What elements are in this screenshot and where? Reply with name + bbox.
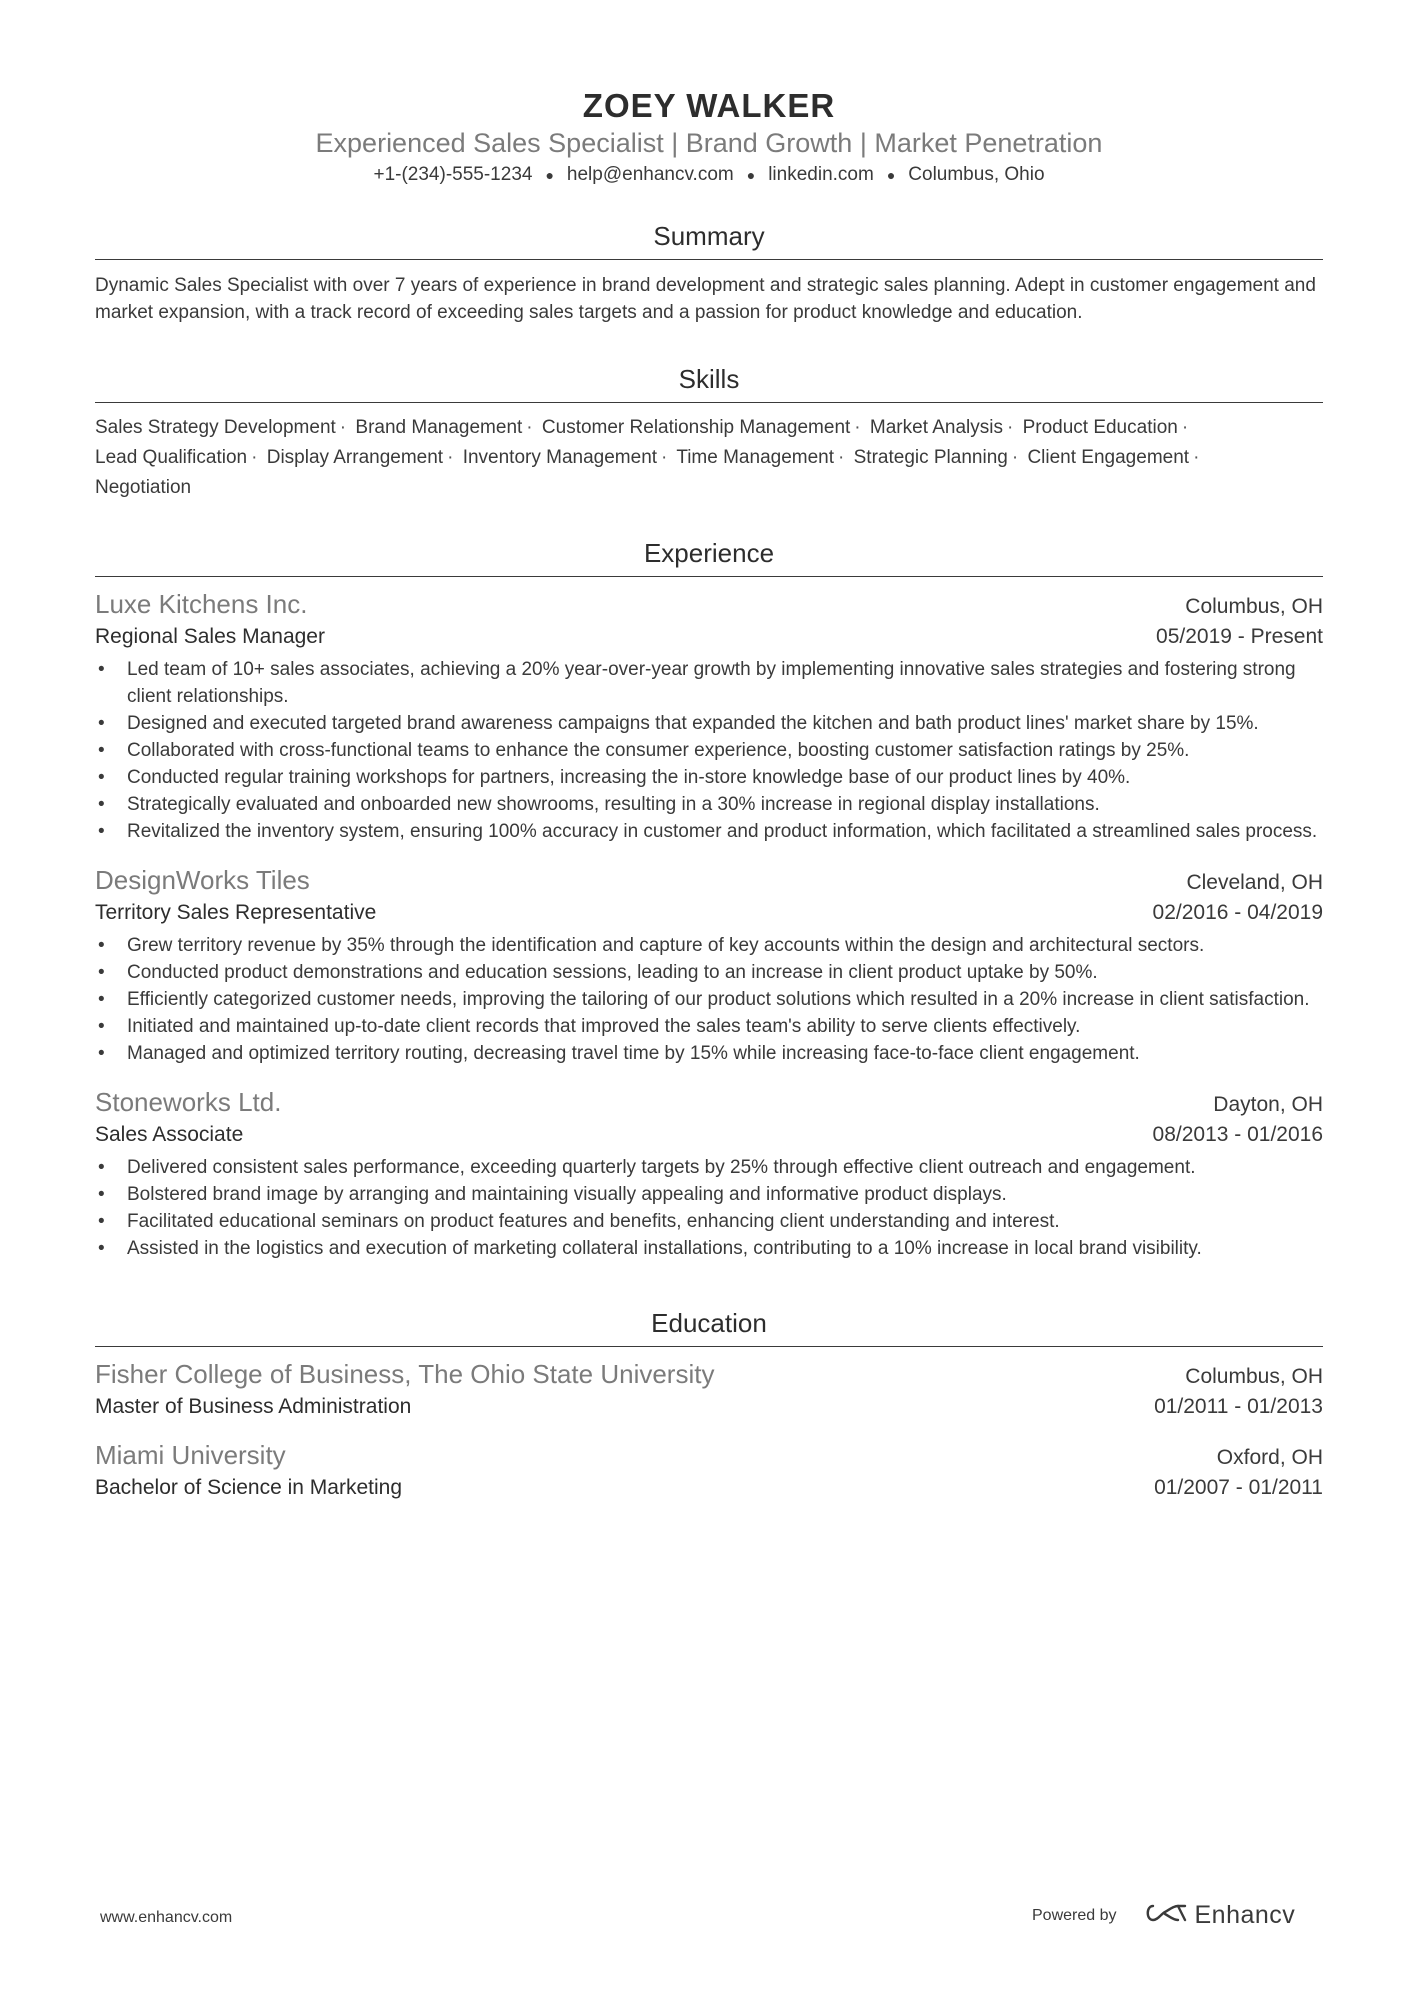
bullet-item: • Led team of 10+ sales associates, achieving a 20% year-over-year growth by implementing innovative sales strategies and fostering strong client relationships.	[95, 656, 1323, 710]
experience-title: Experience	[643, 538, 775, 569]
skills-list: Sales Strategy Development · Brand Management · Customer Relationship Management · Market Analysis · Product Education · Lead Qualification · Display Arrangement · Inventory Management · Time Management · Strategic Planning · Client Engagement · Negotiation	[95, 417, 1200, 499]
skill-item: Brand Management	[355, 417, 523, 439]
bullet-item: • Facilitated educational seminars on product features and benefits, enhancing client understanding and interest.	[95, 1208, 1323, 1235]
job-entry	[95, 863, 1323, 1067]
school-name: Miami University	[95, 1440, 286, 1471]
skill-item: Client Engagement	[1027, 447, 1190, 469]
experience-section	[95, 536, 1323, 1262]
section-divider	[95, 1346, 1323, 1347]
bullet-item: • Initiated and maintained up-to-date client records that improved the sales team's ability to serve clients effectively.	[95, 1013, 1323, 1040]
education-entry	[95, 1438, 1323, 1503]
job-entry	[95, 1085, 1323, 1262]
summary-section	[95, 219, 1323, 326]
degree-name: Bachelor of Science in Marketing	[95, 1476, 402, 1500]
skill-item: Market Analysis	[869, 417, 1003, 439]
skills-title: Skills	[678, 364, 740, 395]
section-divider	[95, 576, 1323, 577]
skill-item: Sales Strategy Development	[95, 417, 336, 439]
education-dates: 01/2007 - 01/2011	[1154, 1476, 1323, 1500]
job-bullets	[95, 932, 1323, 1067]
contact-location: Columbus, Ohio	[908, 164, 1045, 186]
separator-dot: ●	[886, 167, 896, 183]
skill-item: Strategic Planning	[853, 447, 1008, 469]
contact-linkedin[interactable]: linkedin.com	[768, 164, 874, 186]
company-name: Luxe Kitchens Inc.	[95, 589, 308, 620]
job-location: Cleveland, OH	[1186, 871, 1323, 895]
separator-dot: ●	[545, 167, 554, 183]
skill-item: Time Management	[676, 447, 835, 469]
job-dates: 08/2013 - 01/2016	[1152, 1123, 1323, 1147]
education-section	[95, 1306, 1323, 1503]
bullet-item: • Conducted regular training workshops for partners, increasing the in-store knowledge base of our product lines by 40%.	[95, 764, 1323, 791]
skills-section	[95, 362, 1323, 503]
powered-by-label: Powered by	[1032, 1906, 1117, 1924]
bullet-item: • Grew territory revenue by 35% through the identification and capture of key accounts within the design and architectural sectors.	[95, 932, 1323, 959]
section-divider	[95, 259, 1323, 260]
job-location: Dayton, OH	[1213, 1093, 1323, 1117]
resume-page	[95, 0, 1323, 1503]
bullet-item: • Revitalized the inventory system, ensuring 100% accuracy in customer and product information, which facilitated a streamlined sales process.	[95, 818, 1323, 845]
bullet-item: • Strategically evaluated and onboarded new showrooms, resulting in a 30% increase in regional display installations.	[95, 791, 1323, 818]
contact-phone[interactable]: +1-(234)-555-1234	[373, 164, 533, 186]
enhancv-logo-icon	[1143, 1900, 1189, 1931]
school-location: Columbus, OH	[1185, 1365, 1323, 1389]
footer-website[interactable]: www.enhancv.com	[100, 1909, 233, 1926]
job-dates: 05/2019 - Present	[1156, 625, 1323, 649]
skill-item: Negotiation	[95, 477, 192, 499]
job-role: Sales Associate	[95, 1123, 244, 1147]
brand-name: Enhancv	[1194, 1901, 1296, 1929]
bullet-item: • Assisted in the logistics and execution of marketing collateral installations, contributing to a 10% increase in local brand visibility.	[95, 1235, 1323, 1262]
skill-item: Inventory Management	[462, 447, 658, 469]
job-dates: 02/2016 - 04/2019	[1152, 901, 1323, 925]
skill-item: Lead Qualification	[95, 447, 248, 469]
skill-item: Product Education	[1022, 417, 1178, 439]
candidate-headline: Experienced Sales Specialist | Brand Growth | Market Penetration	[315, 128, 1103, 158]
bullet-item: • Collaborated with cross-functional teams to enhance the consumer experience, boosting customer satisfaction ratings by 25%.	[95, 737, 1323, 764]
degree-name: Master of Business Administration	[95, 1395, 412, 1419]
education-entry	[95, 1357, 1323, 1422]
contact-email[interactable]: help@enhancv.com	[566, 164, 734, 186]
summary-text: Dynamic Sales Specialist with over 7 years of experience in brand development and strategic sales planning. Adept in customer engagement and market expansion, with a track record of exceeding sales targets and a passion for product knowledge and education.	[95, 275, 1316, 324]
skill-item: Display Arrangement	[266, 447, 444, 469]
job-location: Columbus, OH	[1185, 595, 1323, 619]
company-name: Stoneworks Ltd.	[95, 1087, 282, 1118]
bullet-item: • Efficiently categorized customer needs, improving the tailoring of our product solutions which resulted in a 20% increase in client satisfaction.	[95, 986, 1323, 1013]
separator-dot: ●	[746, 167, 756, 183]
school-location: Oxford, OH	[1216, 1446, 1323, 1470]
bullet-item: • Bolstered brand image by arranging and maintaining visually appealing and informative product displays.	[95, 1181, 1323, 1208]
summary-title: Summary	[653, 221, 765, 252]
footer-branding	[1032, 1900, 1295, 1931]
bullet-item: • Delivered consistent sales performance, exceeding quarterly targets by 25% through effective client outreach and engagement.	[95, 1154, 1323, 1181]
section-divider	[95, 402, 1323, 403]
bullet-item: • Conducted product demonstrations and education sessions, leading to an increase in client product uptake by 50%.	[95, 959, 1323, 986]
job-role: Regional Sales Manager	[95, 625, 325, 649]
bullet-item: • Managed and optimized territory routing, decreasing travel time by 15% while increasing face-to-face client engagement.	[95, 1040, 1323, 1067]
job-entry	[95, 587, 1323, 845]
company-name: DesignWorks Tiles	[95, 865, 310, 896]
bullet-item: • Designed and executed targeted brand awareness campaigns that expanded the kitchen and bath product lines' market share by 15%.	[95, 710, 1323, 737]
job-bullets	[95, 1154, 1323, 1262]
job-bullets	[95, 656, 1323, 845]
skill-item: Customer Relationship Management	[541, 417, 851, 439]
education-dates: 01/2011 - 01/2013	[1154, 1395, 1323, 1419]
school-name: Fisher College of Business, The Ohio State University	[95, 1359, 715, 1390]
education-title: Education	[651, 1308, 767, 1339]
contact-line	[95, 162, 1323, 188]
job-role: Territory Sales Representative	[95, 901, 377, 925]
candidate-name: ZOEY WALKER	[582, 87, 836, 124]
